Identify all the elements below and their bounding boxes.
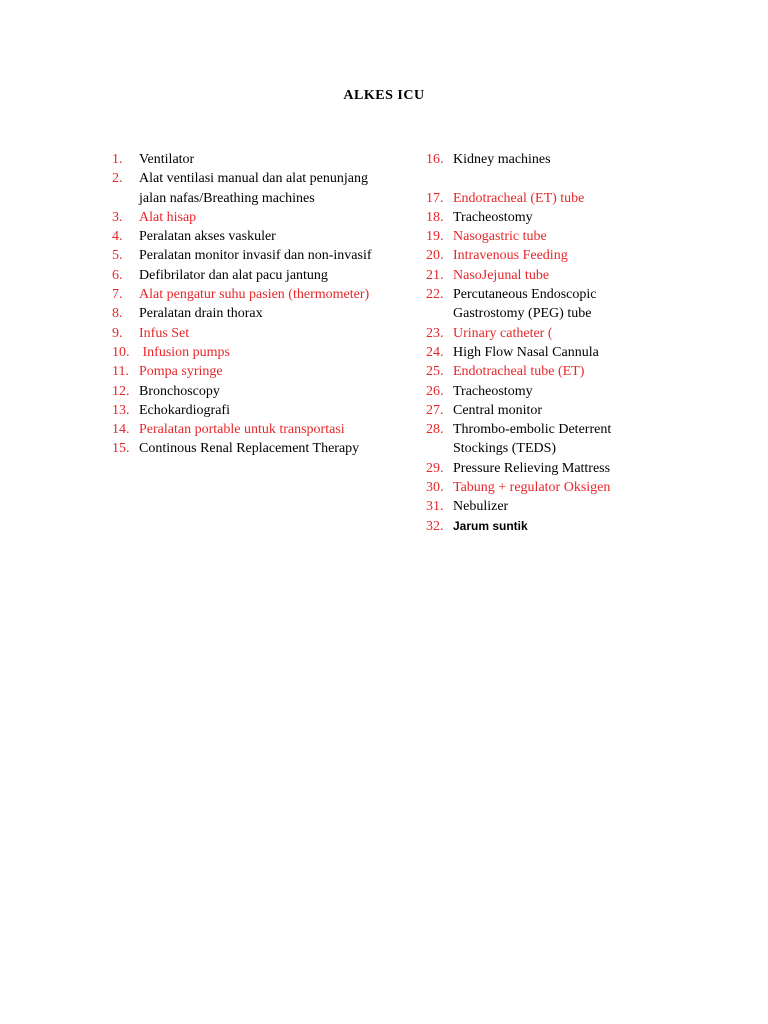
- item-number: 2.: [112, 171, 123, 187]
- item-text: Kidney machines: [453, 152, 551, 167]
- item-number: 10.: [112, 344, 130, 360]
- list-item: [112, 227, 382, 246]
- list-item: [426, 459, 656, 478]
- list-item: [426, 227, 656, 246]
- item-text: Infus Set: [139, 325, 190, 341]
- item-number: 7.: [112, 287, 123, 303]
- item-text: Pompa syringe: [139, 364, 223, 380]
- item-text: Tracheostomy: [453, 209, 533, 225]
- item-text: Alat ventilasi manual dan alat penunjang jalan nafas/Breathing machines: [139, 171, 368, 206]
- list-item: [112, 150, 382, 169]
- item-number: 24.: [426, 344, 444, 360]
- item-number: 23.: [426, 325, 444, 341]
- item-number: 4.: [112, 229, 123, 245]
- item-text: Endotracheal (ET) tube: [453, 190, 585, 206]
- item-number: 14.: [112, 422, 130, 438]
- list-item: [426, 478, 656, 497]
- list-item: [426, 497, 656, 516]
- item-text: Thrombo-embolic Deterrent Stockings (TEDS): [453, 422, 612, 457]
- item-text: Nebulizer: [453, 499, 509, 515]
- item-number: 30.: [426, 480, 444, 496]
- item-number: 25.: [426, 364, 444, 380]
- list-item: [426, 401, 656, 420]
- item-text: Peralatan monitor invasif dan non-invasif: [139, 248, 372, 264]
- list-item: [426, 324, 656, 343]
- item-text: Continous Renal Replacement Therapy: [139, 441, 360, 457]
- item-number: 8.: [112, 306, 123, 322]
- item-text: Nasogastric tube: [453, 229, 547, 245]
- list-item: [112, 208, 382, 227]
- item-text: Bronchoscopy: [139, 383, 220, 399]
- page-title: [0, 88, 768, 104]
- item-number: 15.: [112, 441, 130, 457]
- item-text: Alat hisap: [139, 209, 197, 225]
- item-number: 21.: [426, 267, 444, 283]
- item-number: 5.: [112, 248, 123, 264]
- item-number: 28.: [426, 422, 444, 438]
- item-text: High Flow Nasal Cannula: [453, 344, 599, 360]
- list-item: [112, 285, 382, 304]
- item-text: Alat pengatur suhu pasien (thermometer): [139, 287, 370, 303]
- list-item: [426, 517, 656, 536]
- item-number: 26.: [426, 383, 444, 399]
- list-item: [112, 324, 382, 343]
- item-text: Defibrilator dan alat pacu jantung: [139, 267, 328, 283]
- item-text: Endotracheal tube (ET): [453, 364, 585, 380]
- page-title-text: ALKES ICU: [343, 88, 425, 103]
- list-item: [426, 246, 656, 265]
- item-text: NasoJejunal tube: [453, 267, 550, 283]
- list-item: [112, 420, 382, 439]
- left-list: [112, 150, 382, 459]
- list-item: [112, 266, 382, 285]
- item-text: Peralatan akses vaskuler: [139, 229, 276, 245]
- item-text: Peralatan portable untuk transportasi: [139, 422, 345, 438]
- item-number: 9.: [112, 325, 123, 341]
- item-number: 19.: [426, 229, 444, 245]
- item-number: 16.: [426, 152, 444, 167]
- item-text: Central monitor: [453, 402, 543, 418]
- item-number: 6.: [112, 267, 123, 283]
- list-item: [112, 382, 382, 401]
- item-text: Urinary catheter (: [453, 325, 553, 341]
- item-text: Jarum suntik: [453, 518, 528, 533]
- list-item: [112, 362, 382, 381]
- list-item: [112, 246, 382, 265]
- list-item: [112, 304, 382, 323]
- list-item: [112, 439, 382, 458]
- item-text: Echokardiografi: [139, 402, 230, 418]
- list-item: [426, 266, 656, 285]
- list-item: [426, 420, 656, 459]
- item-text: Tracheostomy: [453, 383, 533, 399]
- item-number: 12.: [112, 383, 130, 399]
- item-number: 32.: [426, 518, 444, 534]
- item-text: Tabung + regulator Oksigen: [453, 480, 611, 496]
- item-number: 31.: [426, 499, 444, 515]
- item-text: Infusion pumps: [139, 344, 230, 360]
- list-item: [426, 362, 656, 381]
- item-number: 1.: [112, 152, 123, 167]
- item-number: 18.: [426, 209, 444, 225]
- list-item: [112, 343, 382, 362]
- item-number: 17.: [426, 190, 444, 206]
- item-number: 27.: [426, 402, 444, 418]
- item-number: 11.: [112, 364, 129, 380]
- item-text: Pressure Relieving Mattress: [453, 460, 611, 476]
- item-text: Ventilator: [139, 152, 195, 167]
- item-number: 20.: [426, 248, 444, 264]
- item-number: 13.: [112, 402, 130, 418]
- list-item: [426, 189, 656, 208]
- item-text: Peralatan drain thorax: [139, 306, 263, 322]
- list-item: [426, 285, 656, 324]
- item-text: Intravenous Feeding: [453, 248, 568, 264]
- item-number: 22.: [426, 287, 444, 303]
- list-item: [112, 169, 382, 208]
- list-item: [426, 343, 656, 362]
- item-text: Percutaneous Endoscopic Gastrostomy (PEG) tube: [453, 287, 597, 322]
- list-item: [112, 401, 382, 420]
- right-list: [426, 150, 656, 536]
- item-number: 3.: [112, 209, 123, 225]
- spacer: [426, 169, 656, 188]
- list-item: [426, 382, 656, 401]
- item-number: 29.: [426, 460, 444, 476]
- list-item: [426, 150, 656, 169]
- list-item: [426, 208, 656, 227]
